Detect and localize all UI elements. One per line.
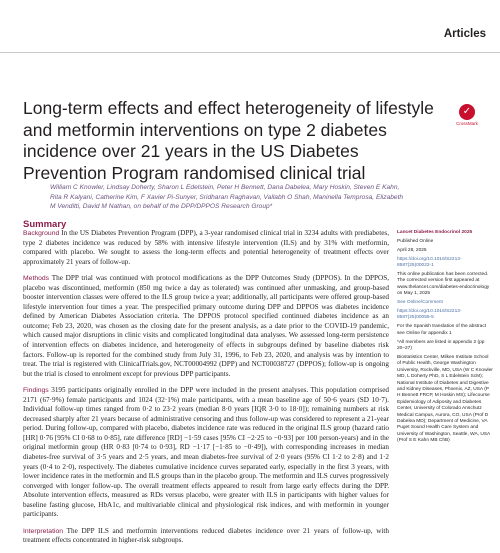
methods-text: The DPP trial was continued with protocol modifications as the DPP Outcomes Study (DPPOS). In the DPPOS, placebo was discontinued, metformin (850 mg twice a day as tolerated) was continued after unmasking, and group-based booster intervention classes were offered to the ILS group twice a year; additionally, all participants were offered group-based lifestyle intervention four times a year. The prespecified primary outcome during DPP and DPPOS was diabetes incidence defined by American Diabetes Association criteria. The DPPOS protocol specified continued diabetes incidence as an outcome; Feb 23, 2020, was chosen as the closing date for the present analysis, as a date prior to the COVID-19 pandemic, which caused major disruptions in clinic visits and complicated longitudinal data analyses. We assessed long-term persistence of intervention effects on diabetes incidence, and heterogeneity of effects in subgroups defined by baseline diabetes risk factors. Follow-up is reported for the combined study from July 31, 1996, to Feb 23, 2020, and analysis was by intention to treat. The trial is registered with ClinicalTrials.gov, NCT00004992 (DPP) and NCT00038727 (DPPOS); follow-up is ongoing but the trial is closed to enrolment except for previous DPP participants. bbox=[23, 274, 389, 378]
correction-note: This online publication has been corrected. The corrected version first appeared at www.thelancet.com/diabetes-endocrinology on May 1, 2025 bbox=[397, 272, 490, 297]
abstract bbox=[23, 229, 389, 553]
crossmark-badge[interactable] bbox=[456, 104, 478, 126]
interpretation-text: The DPP ILS and metformin interventions reduced diabetes incidence over 21 years of follow-up, with treatment effects concentrated in higher-risk subgroups. bbox=[23, 526, 389, 545]
published-label: Published Online bbox=[397, 238, 434, 244]
sidebar bbox=[397, 230, 493, 447]
crossmark-icon: ✓ bbox=[459, 104, 475, 120]
background-label: Background bbox=[23, 230, 60, 237]
interpretation-label: Interpretation bbox=[23, 527, 64, 535]
translation-note: For the Spanish translation of the abstract see Online for appendix 1 bbox=[397, 324, 487, 336]
journal-citation: Lancet Diabetes Endocrinol 2025 bbox=[397, 230, 473, 235]
comment-doi-link[interactable]: https://doi.org/10.1016/S2213-8587(25)00055-5 bbox=[397, 309, 462, 321]
author-list: William C Knowler, Lindsay Doherty, Sharon L Edelstein, Peter H Bennett, Dana Dabelea, Mary Hoskin, Steven E Kahn, Rita R Kalyani, Catherine Kim, F Xavier Pi-Sunyer, Sridharan Raghavan, Vallabh O Shah, Maninella Temprosa, Elizabeth M Venditti, David M Nathan, on behalf of the DPP/DPPOS Research Group* bbox=[50, 184, 404, 211]
comment-link[interactable]: See Online/Comment bbox=[397, 300, 443, 306]
summary-heading: Summary bbox=[23, 219, 67, 230]
abstract-methods bbox=[23, 274, 389, 379]
affiliations: Biostatistics Center, Milken Institute School of Public Health, George Washington University, Rockville, MD, USA (W C Knowler MD, L Doherty PhD, S L Edelstein ScM); National Institute of Diabetes and Digestive and Kidney Diseases, Phoenix, AZ, USA (P H Bennett FRCP, M Hoskin MS); Lifecourse Epidemiology of Adiposity and Diabetes Center, University of Colorado Anschutz Medical Campus, Aurora, CO, USA (Prof D Dabelea MD); Department of Medicine, VA Puget Sound Health Care System and University of Washington, Seattle, WA, USA (Prof S E Kahn MB ChB) bbox=[397, 355, 493, 444]
section-label: Articles bbox=[443, 28, 486, 40]
findings-text: 3195 participants originally enrolled in the DPP were included in the present analyses. This population comprised 2171 (67·9%) female participants and 1024 (32·1%) male participants, with a mean baseline age of 50·6 years (SD 10·7). Individual follow-up times ranged from 0·2 to 23·2 years (median 8·0 years [IQR 3·0 to 18·0]); remaining numbers at risk decreased sharply after 21 years because of administrative censoring and thus follow-up was considered to represent a 21-year period. During follow-up, compared with placebo, diabetes incidence rate was reduced in the original ILS group (hazard ratio [HR] 0·76 [95% CI 0·68 to 0·85], rate difference [RD] −1·59 cases [95% CI −2·25 to −0·93] per 100 person-years) and in the original metformin group (HR 0·83 [0·74 to 0·93], RD −1·17 [−1·85 to −0·49]), with corresponding increases in median diabetes-free survival of 3·5 years and 2·5 years, and mean diabetes-free survival of 2·0 years (95% CI 1·2 to 2·8) and 1·2 years (0·4 to 2·0), respectively. The diabetes cumulative incidence curves separated early, especially in the first 3 years, with lower incidence rates in the metformin and ILS groups than in the placebo group. The metformin and ILS curves progressively converged with longer follow-up. The overall treatment effects appeared to result from large early effects during the DPP. Absolute intervention effects, measured as RDs versus placebo, were greater with ILS in participants with higher values for baseline fasting glucose, HbA1c, and multivariable clinical and physiological risk indices, and with metformin in younger participants. bbox=[23, 386, 390, 519]
abstract-findings bbox=[23, 386, 389, 520]
members-note: *All members are listed in appendix 2 (pp 20–27) bbox=[397, 339, 485, 352]
findings-label: Findings bbox=[23, 387, 49, 395]
published-date: April 28, 2025 bbox=[397, 247, 427, 253]
article-title: Long-term effects and effect heterogeneity of lifestyle and metformin interventions on type 2 diabetes incidence over 21 years in the US Diabetes Prevention Program randomised clinical trial bbox=[23, 98, 434, 183]
abstract-interpretation bbox=[23, 527, 389, 546]
abstract-background bbox=[23, 229, 389, 267]
methods-label: Methods bbox=[23, 275, 50, 283]
background-text: In the US Diabetes Prevention Program (DPP), a 3-year randomised clinical trial in 3234 adults with prediabetes, type 2 diabetes incidence was reduced by 58% with intensive lifestyle intervention (ILS) and by 31% with metformin, compared with placebo. We sought to assess the long-term effects and potential heterogeneity of treatment effects over approximately 21 years of follow-up. bbox=[23, 229, 390, 266]
crossmark-label: CrossMark bbox=[456, 121, 478, 126]
header-rule bbox=[0, 52, 500, 53]
doi-link[interactable]: https://doi.org/10.1016/S2213-8587(25)00022-1 bbox=[397, 256, 462, 269]
